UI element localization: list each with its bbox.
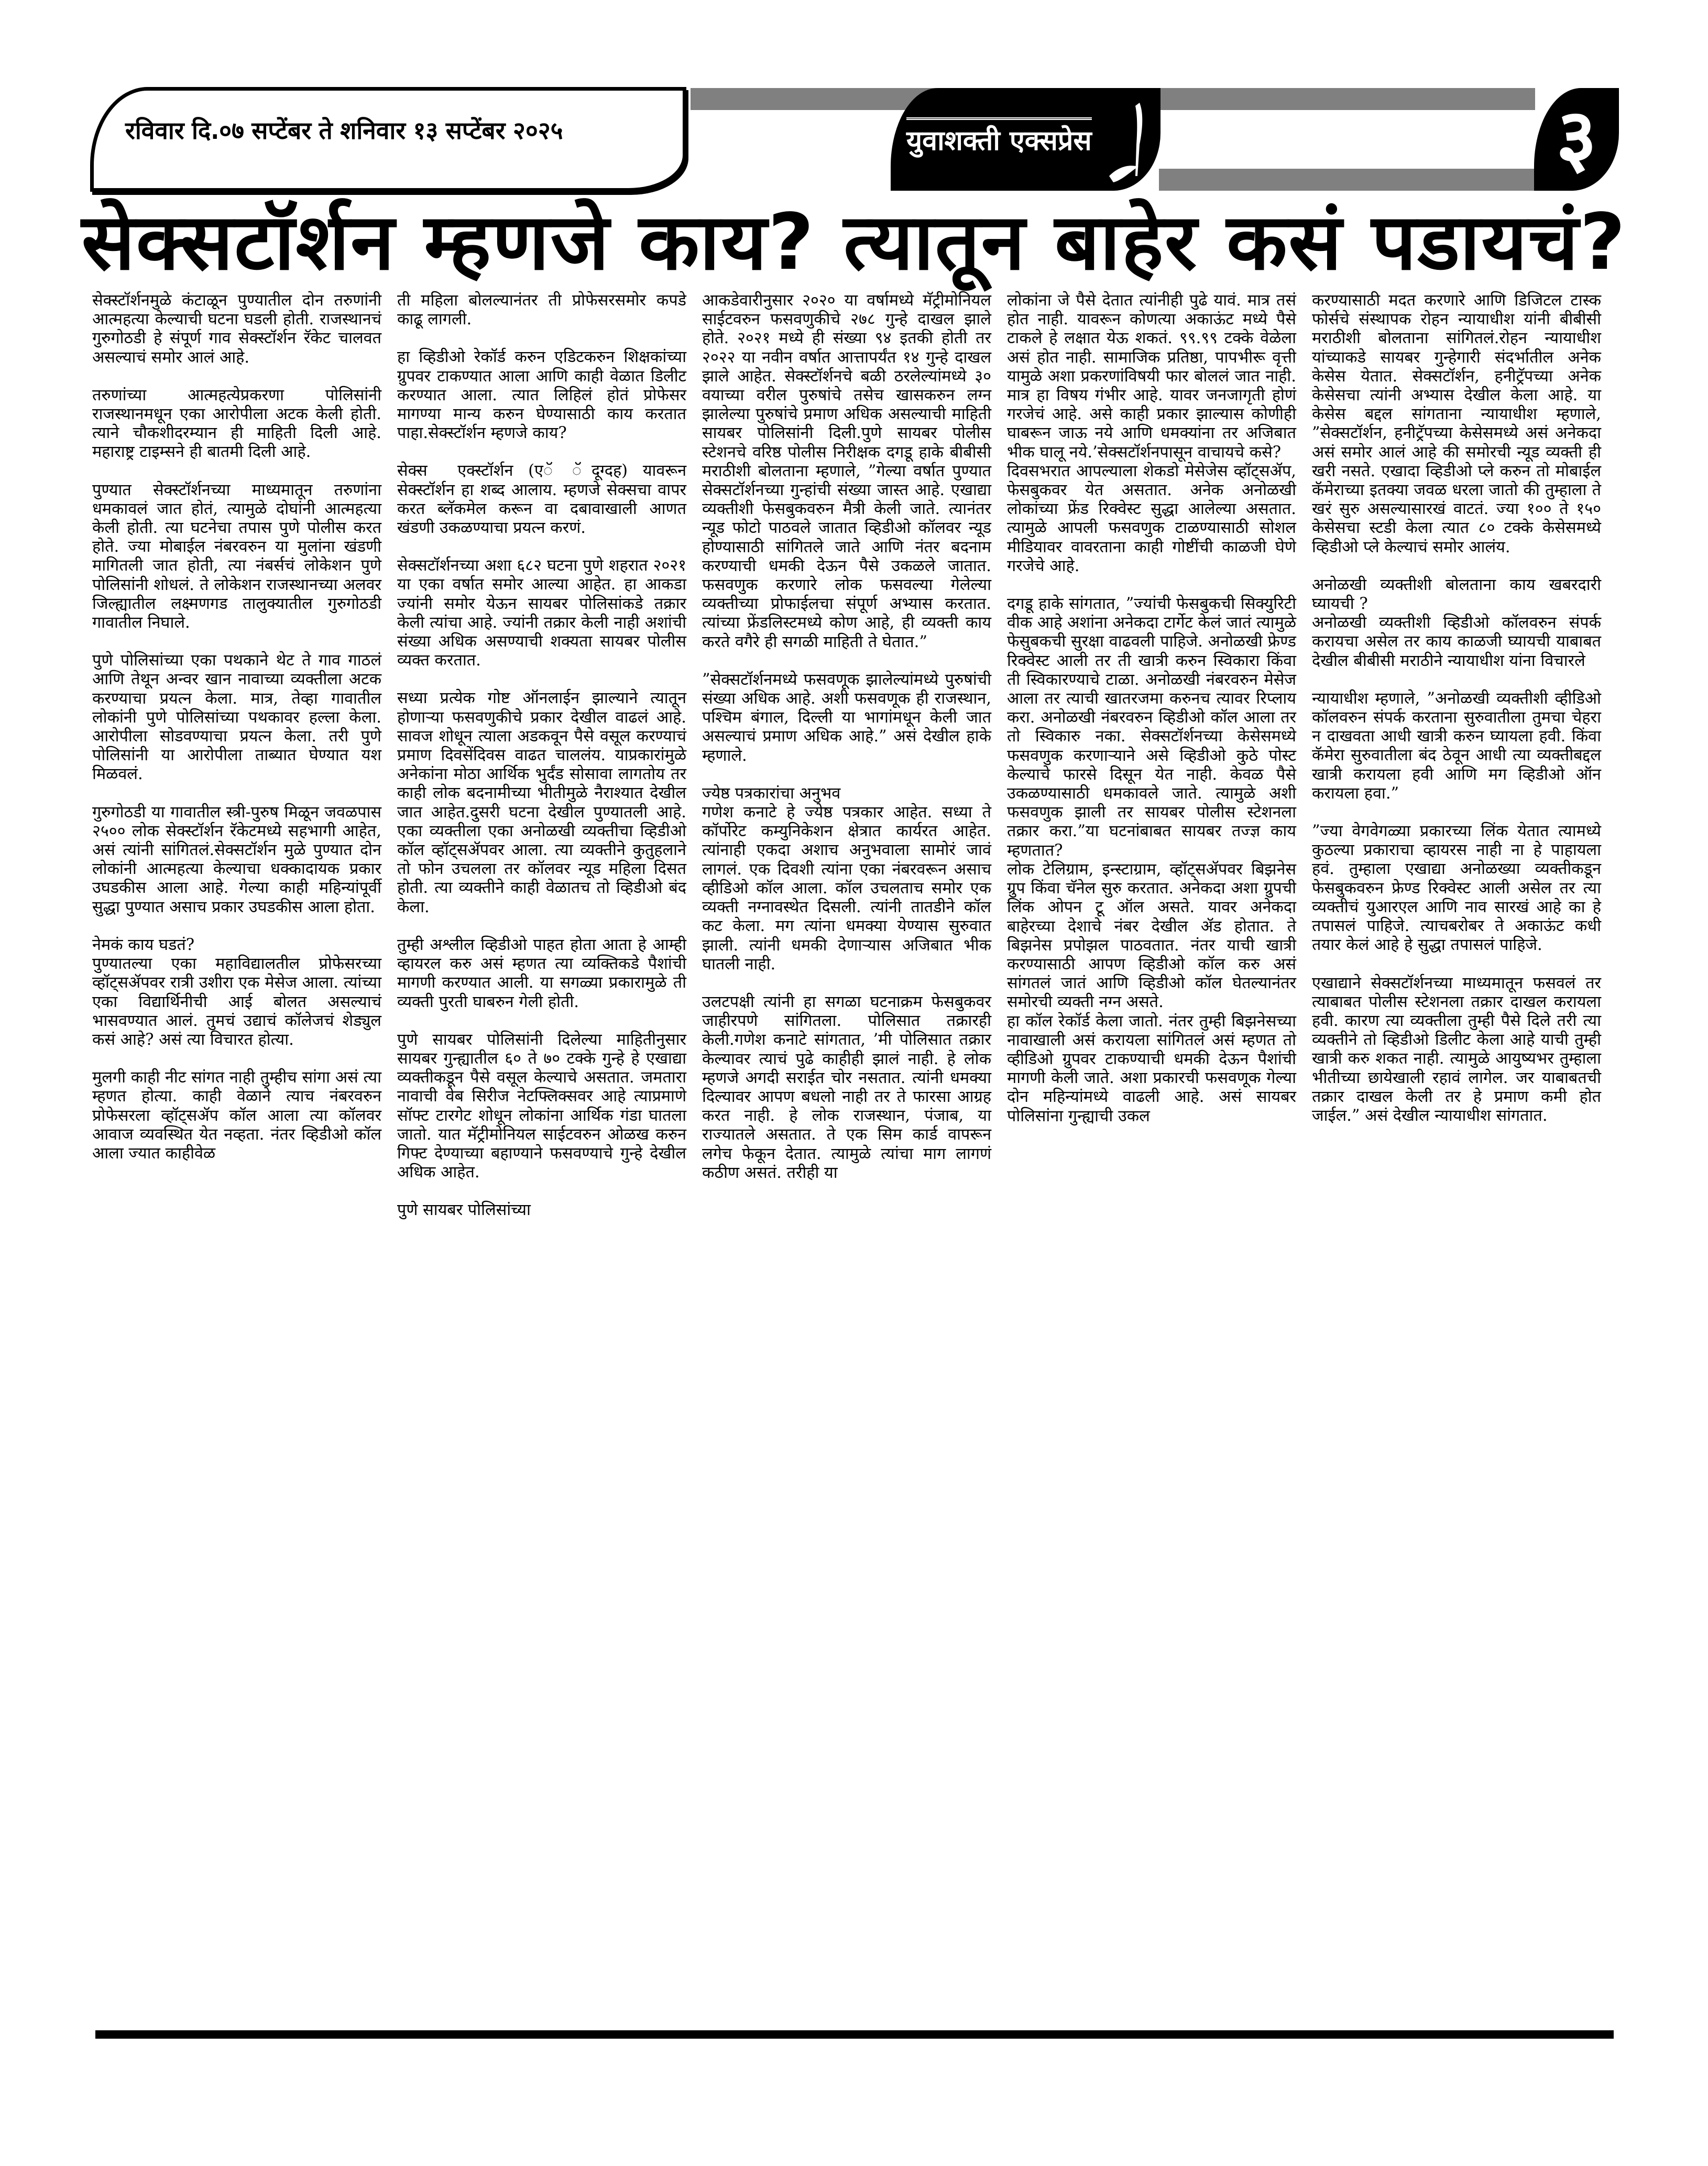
article-body	[92, 291, 1601, 2041]
article-column-5	[1312, 291, 1601, 2041]
article-paragraph: पुण्यात सेक्स्टॉर्शनच्या माध्यमातून तरुणांना धमकावलं जात होतं, त्यामुळे दोघांनी आत्महत्या केली होती. त्या घटनेचा तपास पुणे पोलीस करत होते. ज्या मोबाईल नंबरवरुन या मुलांना खंडणी मागितली जात होती, त्या नंबर्सचं लोकेशन पुणे पोलिसांनी शोधलं. ते लोकेशन राजस्थानच्या अलवर जिल्ह्यातील लक्ष्मणगड तालुक्यातील गुरुगोठडी गावातील निघाले.	[92, 480, 381, 632]
article-paragraph	[1007, 860, 1296, 1012]
paragraph-text: दगडू हाके सांगतात, ”ज्यांची फेसबुकची सिक्युरिटी वीक आहे अशांना अनेकदा टार्गेट केलं जातं त्यामुळे फेसुबकची सुरक्षा वाढवली पाहिजे. अनोळखी फ्रेण्ड रिक्वेस्ट आली तर ती खात्री करुन स्विकारा किंवा ती स्विकारण्याचे टाळा. अनोळखी नंबरवरुन मेसेज आला तर त्याची खातरजमा करुनच त्यावर रिप्लाय करा. अनोळखी नंबरवरुन व्हिडीओ कॉल आला तर तो स्विकारु नका. सेक्सटॉर्शनच्या केसेसमध्ये फसवणुक करणाऱ्याने असे व्हिडीओ कुठे पोस्ट केल्याचे फारसे दिसून येत नाही. केवळ पैसे उकळण्यासाठी धमकावले जाते. त्यामुळे अशी फसवणुक झाली तर सायबर पोलीस स्टेशनला तक्रार करा.”या घटनांबाबत सायबर तज्ज्ञ काय म्हणतात?	[1007, 595, 1296, 860]
article-paragraph	[1312, 576, 1601, 671]
article-column-1	[92, 291, 381, 2041]
article-paragraph: दिवसभरात आपल्याला शेकडो मेसेजेस व्हॉट्सॲप, फेसबुकवर येत असतात. अनेक अनोळखी लोकांच्या फ्रेंड रिक्वेस्ट सुद्धा आलेल्या असतात. त्यामुळे आपली फसवणुक टाळण्यासाठी सोशल मीडियावर वावरताना काही गोष्टींची काळजी घेणे गरजेचे आहे.	[1007, 462, 1296, 575]
publication-name: युवाशक्ती एक्सप्रेस	[906, 117, 1092, 158]
article-paragraph: करण्यासाठी मदत करणारे आणि डिजिटल टास्क फोर्सचे संस्थापक रोहन न्यायाधीश यांनी बीबीसी मराठीशी बोलताना सांगितलं.रोहन न्यायाधीश यांच्याकडे सायबर गुन्हेगारी संदर्भातील अनेक केसेस येतात. सेक्सटॉर्शन, हनीट्रॅपच्या अनेक केसेसचा त्यांनी अभ्यास देखील केला आहे. या केसेस बद्दल सांगताना न्यायाधीश म्हणाले, ”सेक्सटॉर्शन, हनीट्रॅपच्या केसेसमध्ये असं अनेकदा असं समोर आलं आहे की समोरची न्यूड व्यक्ती ही खरी नसते. एखादा व्हिडीओ प्ले करुन तो मोबाईल कॅमेराच्या इतक्या जवळ धरला जातो की तुम्हाला ते खरं सुरु असल्यासारखं वाटतं. ज्या १०० ते १५० केसेसचा स्टडी केला त्यात ८० टक्के केसेसमध्ये व्हिडीओ प्ले केल्याचं समोर आलंय.	[1312, 291, 1601, 556]
pen-nib-icon	[1099, 97, 1151, 187]
article-paragraph: तरुणांच्या आत्महत्येप्रकरणा पोलिसांनी राजस्थानमधून एका आरोपीला अटक केली होती. त्याने चौकशीदरम्यान ही माहिती दिली आहे. महाराष्ट्र टाइम्सने ही बातमी दिली आहे.	[92, 386, 381, 462]
paragraph-text: गणेश कनाटे हे ज्येष्ठ पत्रकार आहेत. सध्या ते कॉर्पोरेट कम्युनिकेशन क्षेत्रात कार्यरत आहेत. त्यांनाही एकदा अशाच अनुभवाला सामोरं जावं लागलं. एक दिवशी त्यांना एका नंबरवरून असाच व्हीडिओ कॉल आला. कॉल उचलताच समोर एक व्यक्ती नग्नावस्थेत दिसली. त्यांनी तातडीने कॉल कट केला. मग त्यांना धमक्या येण्यास सुरुवात झाली. त्यांनी धमकी देणाऱ्यास अजिबात भीक घातली नाही.	[702, 803, 991, 973]
article-paragraph: एखाद्याने सेक्सटॉर्शनच्या माध्यमातून फसवलं तर त्याबाबत पोलीस स्टेशनला तक्रार दाखल करायला हवी. कारण त्या व्यक्तीला तुम्ही पैसे दिले तरी त्या व्यक्तीने तो व्हिडीओ डिलीट केला आहे याची तुम्ही खात्री करु शकत नाही. त्यामुळे आयुष्यभर तुम्हाला भीतीच्या छायेखाली रहावं लागेल. जर याबाबतची तक्रार दाखल केली तर हे प्रमाण कमी होत जाईल.” असं देखील न्यायाधीश सांगतात.	[1312, 973, 1601, 1125]
paragraph-text: लोकांना जे पैसे देतात त्यांनीही पुढे यावं. मात्र तसं होत नाही. यावरून कोणत्या अकाऊंट मध्ये पैसे टाकले हे लक्षात येऊ शकतं. ९९.९९ टक्के वेळेला असं होत नाही. सामाजिक प्रतिष्ठा, पापभीरू वृत्ती यामुळे अशा प्रकरणांविषयी फार बोललं जात नाही. मात्र हा विषय गंभीर आहे. यावर जनजागृती होणं गरजेचं आहे. असे काही प्रकार झाल्यास कोणीही घाबरून जाऊ नये आणि धमक्यांना तर अजिबात भीक घालू नये.’सेक्सटॉर्शनपासून वाचायचे कसे?	[1007, 291, 1296, 462]
article-paragraph: हा व्हिडीओ रेकॉर्ड करुन एडिटकरुन शिक्षकांच्या ग्रुपवर टाकण्यात आला आणि काही वेळात डिलीट करण्यात आला. त्यात लिहिलं होतं प्रोफेसर मागण्या मान्य करुन घेण्यासाठी काय करतात पाहा.सेक्स्टॉर्शन म्हणजे काय?	[397, 348, 686, 443]
article-paragraph	[1007, 291, 1296, 462]
article-headline: सेक्सटॉर्शन म्हणजे काय? त्यातून बाहेर कसं पडायचं?	[81, 197, 1627, 287]
article-paragraph: पुणे सायबर पोलिसांच्या	[397, 1201, 531, 1220]
article-column-4	[1007, 291, 1296, 2041]
publication-logo	[891, 88, 1160, 191]
article-paragraph: तुम्ही अश्लील व्हिडीओ पाहत होता आता हे आम्ही व्हायरल करु असं म्हणत त्या व्यक्तिकडे पैशांची मागणी करण्यात आली. या सगळ्या प्रकारामुळे ती व्यक्ती पुरती घाबरुन गेली होती.	[397, 935, 686, 1011]
article-column-3	[702, 291, 991, 2041]
article-paragraph: उलटपक्षी त्यांनी हा सगळा घटनाक्रम फेसबुकवर जाहीरपणे सांगितला. पोलिसात तक्रारही केली.गणेश कनाटे सांगतात, ’मी पोलिसात तक्रार केल्यावर त्याचं पुढे काहीही झालं नाही. हे लोक म्हणजे अगदी सराईत चोर नसतात. त्यांनी धमक्या दिल्यावर आपण बधलो नाही तर ते फारसा आग्रह करत नाही. हे लोक राजस्थान, पंजाब, या राज्यातले असतात. ते एक सिम कार्ड वापरून लगेच फेकून देतात. त्यामुळे त्यांचा माग लागणं कठीण असतं. तरीही या	[702, 992, 991, 1182]
section-subheading: ज्येष्ठ पत्रकारांचा अनुभव	[702, 784, 841, 803]
article-paragraph: ती महिला बोलल्यानंतर ती प्रोफेसरसमोर कपडे काढू लागली.	[397, 291, 686, 329]
bottom-rule	[95, 2030, 1614, 2039]
masthead-band-bottom	[1159, 169, 1541, 191]
article-paragraph: सध्या प्रत्येक गोष्ट ऑनलाईन झाल्याने त्यातून होणाऱ्या फसवणुकीचे प्रकार देखील वाढलं आहे. सावज शोधून त्याला अडकवून पैसे वसूल करण्याचं प्रमाण दिवसेंदिवस वाढत चाललंय. याप्रकारांमुळे अनेकांना मोठा आर्थिक भुर्दंड सोसावा लागतोय तर काही लोक बदनामीच्या भीतीमुळे नैराश्यात देखील जात आहेत.दुसरी घटना देखील पुण्यातली आहे. एका व्यक्तीला एका अनोळखी व्यक्तीचा व्हिडीओ कॉल व्हॉट्सॲपवर आला. त्या व्यक्तीने कुतुहलाने तो फोन उचलला तर कॉलवर न्यूड महिला दिसत होती. त्या व्यक्तीने काही वेळातच तो व्हिडीओ बंद केला.	[397, 689, 686, 916]
article-paragraph: सेक्स ‍ एक्स्टॉर्शन (एॅ ‍ ॅदूग्दह) यावरून सेक्स्टॉर्शन हा शब्द आलाय. म्हणजे सेक्सचा वापर करत ब्लॅकमेल करून वा दबावाखाली आणत खंडणी उकळण्याचा प्रयत्न करणं.	[397, 462, 686, 538]
article-paragraph: पुणे पोलिसांच्या एका पथकाने थेट ते गाव गाठलं आणि तेथून अन्वर खान नावाच्या व्यक्तीला अटक करण्याचा प्रयत्न केला. मात्र, तेव्हा गावातील लोकांनी पुणे पोलिसांच्या पथकावर हल्ला केला. आरोपीला सोडवण्याचा प्रयत्न केला. तरी पुणे पोलिसांनी या आरोपीला ताब्यात घेण्यात यश मिळवलं.	[92, 651, 381, 784]
article-paragraph: न्यायाधीश म्हणाले, ”अनोळखी व्यक्तीशी व्हीडिओ कॉलवरुन संपर्क करताना सुरुवातीला तुमचा चेहरा न दाखवता आधी खात्री करुन घ्यायला हवी. किंवा कॅमेरा सुरुवातीला बंद ठेवून आधी त्या व्यक्तीबद्दल खात्री करायला हवी आणि मग व्हिडीओ ऑन करायला हवा.”	[1312, 689, 1601, 803]
issue-date-box	[90, 87, 686, 192]
article-paragraph	[92, 936, 381, 1049]
issue-date-range: रविवार दि.०७ सप्टेंबर ते शनिवार १३ सप्टेंबर २०२५	[125, 116, 563, 145]
article-paragraph: ”सेक्सटॉर्शनमध्ये फसवणूक झालेल्यांमध्ये पुरुषांची संख्या अधिक आहे. अशी फसवणूक ही राजस्थान, पश्चिम बंगाल, दिल्ली या भागांमधून केली जात असल्याचं प्रमाण अधिक आहे.” असं देखील हाके म्हणाले.	[702, 670, 991, 765]
article-column-2	[397, 291, 686, 2041]
article-paragraph	[1007, 595, 1296, 860]
article-paragraph: हा कॉल रेकॉर्ड केला जातो. नंतर तुम्ही बिझनेसच्या नावाखाली असं करायला सांगितलं असं म्हणत तो व्हीडिओ ग्रुपवर टाकण्याची धमकी देऊन पैशांची मागणी केली जाते. अशा प्रकारची फसवणूक गेल्या दोन महिन्यांमध्ये वाढली आहे. असं सायबर पोलिसांना गुन्ह्याची उकल	[1007, 1012, 1296, 1125]
article-paragraph: सेक्स्टॉर्शनमुळे कंटाळून पुण्यातील दोन तरुणांनी आत्महत्या केल्याची घटना घडली होती. राजस्थानचं गुरुगोठडी हे संपूर्ण गाव सेक्स्टॉर्शन रॅकेट चालवत असल्याचं समोर आलं आहे.	[92, 291, 381, 367]
article-paragraph: मुलगी काही नीट सांगत नाही तुम्हीच सांगा असं त्या म्हणत होत्या. काही वेळाने त्याच नंबरवरुन प्रोफेसरला व्हॉट्सॲप कॉल आला त्या कॉलवर आवाज व्यवस्थित येत नव्हता. नंतर व्हिडीओ कॉल आला ज्यात काहीवेळ	[92, 1068, 381, 1163]
article-paragraph: गुरुगोठडी या गावातील स्त्री-पुरुष मिळून जवळपास २५०० लोक सेक्स्टॉर्शन रॅकेटमध्ये सहभागी आहेत, असं त्यांनी सांगितलं.सेक्सटॉर्शन मुळे पुण्यात दोन लोकांनी आत्महत्या केल्याचा धक्कादायक प्रकार उघडकीस आला आहे. गेल्या काही महिन्यांपूर्वी सुद्धा पुण्यात असाच प्रकार उघडकीस आला होता.	[92, 803, 381, 916]
paragraph-text: लोक टेलिग्राम, इन्स्टाग्राम, व्हॉट्सॲपवर बिझनेस ग्रुप किंवा चॅनेल सुरु करतात. अनेकदा अशा ग्रुपची लिंक ओपन टू ऑल असते. यावर अनेकदा बाहेरच्या देशाचे नंबर देखील ॲड होतात. ते बिझनेस प्रपोझल पाठवतात. नंतर याची खात्री करण्यासाठी आपण व्हिडीओ कॉल करु असं सांगतलं जातं आणि व्हिडीओ कॉल घेतल्यानंतर समोरची व्यक्ती नग्न असते.	[1007, 860, 1296, 1012]
article-paragraph: पुणे सायबर पोलिसांनी दिलेल्या माहितीनुसार सायबर गुन्ह्यातील ६० ते ७० टक्के गुन्हे हे एखाद्या व्यक्तीकडून पैसे वसूल केल्याचे असतात. जमतारा नावाची वेब सिरीज नेटफ्लिक्सवर आहे त्याप्रमाणे सॉफ्ट टारगेट शोधून लोकांना आर्थिक गंडा घातला जातो. यात मॅट्रीमोनियल साईटवरुन ओळख करुन गिफ्ट देण्याच्या बहाण्याने फसवण्याचे गुन्हे देखील अधिक आहेत.	[397, 1030, 686, 1182]
article-paragraph: आकडेवारीनुसार २०२० या वर्षामध्ये मॅट्रीमोनियल साईटवरुन फसवणुकीचे २७८ गुन्हे दाखल झाले होते. २०२१ मध्ये ही संख्या ९४ इतकी होती तर २०२२ या नवीन वर्षात आत्तापर्यंत १४ गुन्हे दाखल झाले आहेत. सेक्स्टॉर्शनचे बळी ठरलेल्यांमध्ये ३० वयाच्या वरील पुरुषांचे तसेच खासकरुन लग्न झालेल्या पुरुषांचे प्रमाण अधिक असल्याची माहिती सायबर पोलिसांनी दिली.पुणे सायबर पोलीस स्टेशनचे वरिष्ठ पोलीस निरीक्षक दगडू हाके बीबीसी मराठीशी बोलताना म्हणाले, ”गेल्या वर्षात पुण्यात सेक्सटॉर्शनच्या गुन्हांची संख्या जास्त आहे. एखाद्या व्यक्तीशी फेसबुकवरुन मैत्री केली जाते. त्यानंतर न्यूड फोटो पाठवले जातात व्हिडीओ कॉलवर न्यूड होण्यासाठी सांगितले जाते आणि नंतर बदनाम करण्याची धमकी देऊन पैसे उकळले जातात. फसवणुक करणारे लोक फसवल्या गेलेल्या व्यक्तीच्या प्रोफाईलचा संपूर्ण अभ्यास करतात. त्यांच्या फ्रेंडलिस्टमध्ये कोण आहे, ही व्यक्ती काय करते वगैरे ही सगळी माहिती ते घेतात.”	[702, 291, 991, 651]
paragraph-text: पुण्यातल्या एका महाविद्यालतील प्रोफेसरच्या व्हॉट्सॲपवर रात्री उशीरा एक मेसेज आला. त्यांच्या एका विद्यार्थिनीची आई बोलत असल्याचं भासवण्यात आलं. तुमचं उद्याचं कॉलेजचं शेड्युल कसं आहे? असं त्या विचारत होत्या.	[92, 955, 381, 1049]
section-subheading: नेमकं काय घडतं?	[92, 935, 195, 954]
paragraph-text: अनोळखी व्यक्तीशी व्हिडीओ कॉलवरुन संपर्क करायचा असेल तर काय काळजी घ्यायची याबाबत देखील बीबीसी मराठीने न्यायाधीश यांना विचारले	[1312, 614, 1601, 670]
article-paragraph: सेक्सटॉर्शनच्या अशा ६८२ घटना पुणे शहरात २०२१ या एका वर्षात समोर आल्या आहेत. हा आकडा ज्यांनी समोर येऊन सायबर पोलिसांकडे तक्रार केली त्यांचा आहे. ज्यांनी तक्रार केली नाही अशांची संख्या अधिक असण्याची शक्यता सायबर पोलीस व्यक्त करतात.	[397, 556, 686, 670]
article-paragraph	[702, 784, 991, 974]
section-subheading: अनोळखी व्यक्तीशी बोलताना काय खबरदारी घ्यायची ?	[1312, 575, 1601, 614]
page-number: ३	[1556, 92, 1597, 183]
page-number-badge	[1534, 88, 1619, 191]
article-paragraph: ”ज्या वेगवेगळ्या प्रकारच्या लिंक येतात त्यामध्ये कुठल्या प्रकाराचा व्हायरस नाही ना हे पाहायला हवं. तुम्हाला एखाद्या अनोळख्या व्यक्तीकडून फेसबुकवरुन फ्रेण्ड रिक्वेस्ट आली असेल तर त्या व्यक्तीचं युआरएल आणि नाव सारखं आहे का हे तपासलं पाहिजे. त्याचबरोबर ते अकाऊंट कधी तयार केलं आहे हे सुद्धा तपासलं पाहिजे.	[1312, 822, 1601, 955]
